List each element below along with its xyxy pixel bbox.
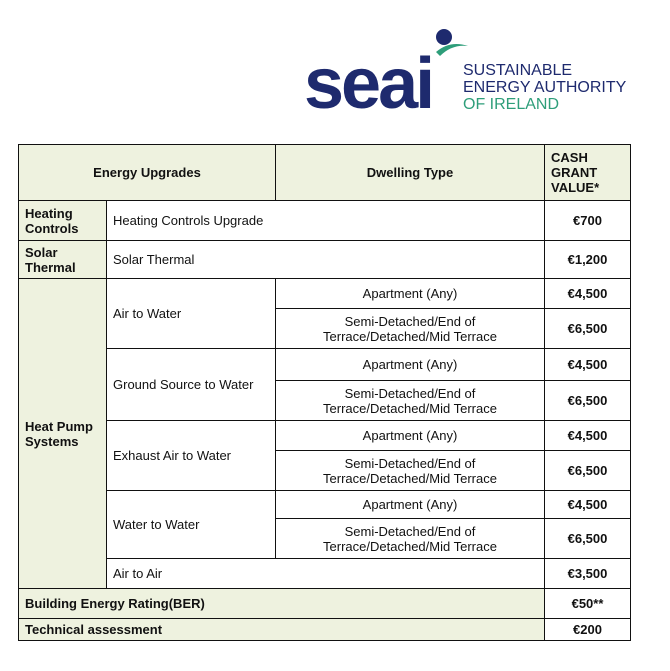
table-row xyxy=(19,619,631,641)
header-cash-grant-value: CASH GRANT VALUE* xyxy=(545,145,631,201)
dwelling-apartment: Apartment (Any) xyxy=(276,491,545,519)
table-row xyxy=(19,589,631,619)
item-air-to-water: Air to Water xyxy=(107,279,276,349)
dwelling-apartment: Apartment (Any) xyxy=(276,349,545,381)
item-exhaust-air-to-water: Exhaust Air to Water xyxy=(107,421,276,491)
category-technical-assessment: Technical assessment xyxy=(19,619,545,641)
dwelling-semi-line1: Semi-Detached/End of xyxy=(344,523,476,539)
value-air-to-air: €3,500 xyxy=(545,559,631,589)
value-air-to-water-apartment: €4,500 xyxy=(545,279,631,309)
value-ground-source-apartment: €4,500 xyxy=(545,349,631,381)
dwelling-semi-line2: Terrace/Detached/Mid Terrace xyxy=(323,328,497,344)
item-water-to-water: Water to Water xyxy=(107,491,276,559)
value-building-energy-rating: €50** xyxy=(545,589,631,619)
seai-logo xyxy=(300,26,640,124)
header-energy-upgrades: Energy Upgrades xyxy=(19,145,276,201)
item-ground-source-to-water: Ground Source to Water xyxy=(107,349,276,421)
dwelling-semi-line2: Terrace/Detached/Mid Terrace xyxy=(323,538,497,554)
dwelling-apartment: Apartment (Any) xyxy=(276,279,545,309)
category-solar-thermal: Solar Thermal xyxy=(19,241,107,279)
table-row xyxy=(19,349,631,381)
category-heat-pump-systems: Heat Pump Systems xyxy=(19,279,107,589)
value-water-to-water-semi: €6,500 xyxy=(545,519,631,559)
category-building-energy-rating: Building Energy Rating(BER) xyxy=(19,589,545,619)
table-row xyxy=(19,491,631,519)
value-ground-source-semi: €6,500 xyxy=(545,381,631,421)
header-dwelling-type: Dwelling Type xyxy=(276,145,545,201)
table-header-row xyxy=(19,145,631,201)
table-row xyxy=(19,201,631,241)
dwelling-semi-detached xyxy=(276,381,545,421)
logo-tagline-line1: SUSTAINABLE xyxy=(463,62,573,79)
table-row xyxy=(19,241,631,279)
dwelling-semi-line1: Semi-Detached/End of xyxy=(344,455,476,471)
grant-table xyxy=(18,144,631,641)
logo-swoosh-icon xyxy=(430,26,470,60)
logo-tagline xyxy=(463,62,626,113)
value-air-to-water-semi: €6,500 xyxy=(545,309,631,349)
value-exhaust-air-apartment: €4,500 xyxy=(545,421,631,451)
table-row xyxy=(19,559,631,589)
logo-tagline-line2: ENERGY AUTHORITY xyxy=(463,79,627,96)
dwelling-semi-detached xyxy=(276,451,545,491)
table-row xyxy=(19,279,631,309)
item-solar-thermal: Solar Thermal xyxy=(107,241,545,279)
category-heating-controls: Heating Controls xyxy=(19,201,107,241)
item-heating-controls-upgrade: Heating Controls Upgrade xyxy=(107,201,545,241)
item-air-to-air: Air to Air xyxy=(107,559,545,589)
dwelling-semi-detached xyxy=(276,309,545,349)
table-row xyxy=(19,421,631,451)
dwelling-semi-line1: Semi-Detached/End of xyxy=(344,385,476,401)
dwelling-semi-line1: Semi-Detached/End of xyxy=(344,313,476,329)
dwelling-semi-detached xyxy=(276,519,545,559)
value-solar-thermal: €1,200 xyxy=(545,241,631,279)
value-water-to-water-apartment: €4,500 xyxy=(545,491,631,519)
value-technical-assessment: €200 xyxy=(545,619,631,641)
dwelling-semi-line2: Terrace/Detached/Mid Terrace xyxy=(323,400,497,416)
logo-tagline-line3: OF IRELAND xyxy=(463,96,560,113)
value-exhaust-air-semi: €6,500 xyxy=(545,451,631,491)
value-heating-controls: €700 xyxy=(545,201,631,241)
dwelling-apartment: Apartment (Any) xyxy=(276,421,545,451)
dwelling-semi-line2: Terrace/Detached/Mid Terrace xyxy=(323,470,497,486)
logo-wordmark: seai xyxy=(304,44,433,124)
